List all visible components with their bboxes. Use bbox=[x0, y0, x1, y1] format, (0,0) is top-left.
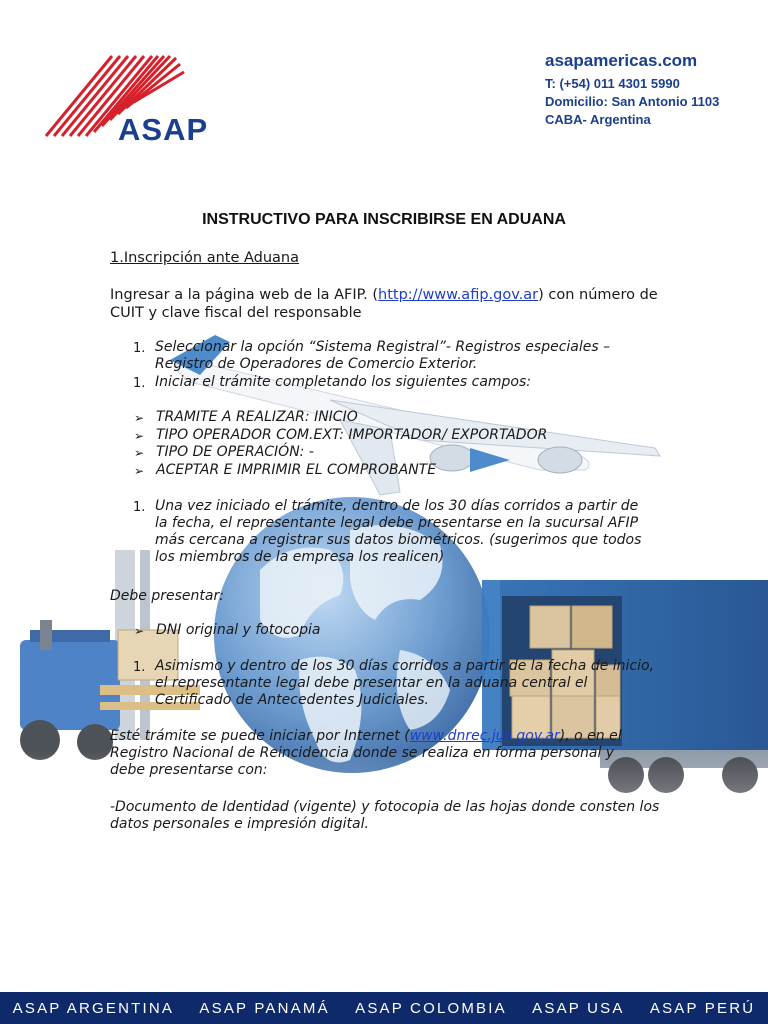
step-antecedentes: Asimismo y dentro de los 30 días corridos a partir de la fecha de inicio, el representante legal debe presentar en la aduana central el Certificado de Antecedentes Judiciales. bbox=[155, 658, 655, 708]
arrow-bullet-icon: ➢ bbox=[134, 429, 145, 443]
field-tramite: TRAMITE A REALIZAR: INICIO bbox=[156, 409, 358, 425]
step-select-option: Seleccionar la opción “Sistema Registral”- Registros especiales – Registro de Operadores de Comercio Exterior. bbox=[155, 339, 611, 372]
footer-item-usa: ASAP USA bbox=[532, 999, 625, 1017]
arrow-bullet-icon: ➢ bbox=[134, 464, 145, 478]
contact-info bbox=[545, 51, 719, 129]
asap-logo-wordmark: ASAP bbox=[118, 112, 209, 147]
footer-bar bbox=[0, 992, 768, 1024]
step-biometrics: Una vez iniciado el trámite, dentro de los 30 días corridos a partir de la fecha, el representante legal debe presentarse en la sucursal AFIP más cercana a registrar sus datos biométricos. (sugerimos que todos los miembros de la empresa los realicen) bbox=[155, 498, 642, 565]
step-number: 1. bbox=[133, 341, 146, 356]
dnrec-link[interactable]: www.dnrec.jus.gov.ar bbox=[409, 728, 560, 744]
company-address: Domicilio: San Antonio 1103 bbox=[545, 94, 720, 109]
tramite-text-before: Esté trámite se puede iniciar por Internet ( bbox=[110, 728, 410, 744]
field-aceptar: ACEPTAR E IMPRIMIR EL COMPROBANTE bbox=[156, 462, 437, 478]
field-tipo-operacion: TIPO DE OPERACIÓN: - bbox=[156, 444, 314, 460]
step-number: 1. bbox=[133, 660, 146, 675]
footer-item-colombia: ASAP COLOMBIA bbox=[355, 999, 507, 1017]
company-phone: T: (+54) 011 4301 5990 bbox=[545, 76, 680, 91]
footer-item-panama: ASAP PANAMÁ bbox=[199, 999, 330, 1017]
company-city: CABA- Argentina bbox=[545, 112, 651, 127]
footer-item-peru: ASAP PERÚ bbox=[649, 999, 756, 1017]
intro-text-before: Ingresar a la página web de la AFIP. ( bbox=[110, 287, 379, 303]
field-tipo-operador: TIPO OPERADOR COM.EXT: IMPORTADOR/ EXPORTADOR bbox=[156, 427, 548, 443]
document-title: INSTRUCTIVO PARA INSCRIBIRSE EN ADUANA bbox=[202, 211, 566, 228]
step-number: 1. bbox=[133, 376, 146, 391]
debe-presentar-label: Debe presentar: bbox=[110, 588, 224, 604]
tramite-text-after: ), o en el Registro Nacional de Reincidencia donde se realiza en forma personal y debe presentarse con: bbox=[110, 728, 622, 778]
tramite-paragraph bbox=[110, 728, 630, 779]
intro-paragraph bbox=[110, 286, 670, 322]
arrow-bullet-icon: ➢ bbox=[134, 411, 145, 425]
intro-text-after: ) con número de CUIT y clave fiscal del responsable bbox=[110, 287, 658, 321]
company-website[interactable]: asapamericas.com bbox=[545, 51, 698, 70]
dni-requirement: DNI original y fotocopia bbox=[156, 622, 321, 638]
step-start-procedure: Iniciar el trámite completando los siguientes campos: bbox=[155, 374, 531, 390]
step-number: 1. bbox=[133, 500, 146, 515]
afip-link[interactable]: http://www.afip.gov.ar bbox=[378, 287, 539, 303]
footer-item-argentina: ASAP ARGENTINA bbox=[12, 999, 175, 1017]
final-note: -Documento de Identidad (vigente) y fotocopia de las hojas donde consten los datos personales e impresión digital. bbox=[110, 799, 660, 832]
arrow-bullet-icon: ➢ bbox=[134, 624, 145, 638]
section-heading: 1.Inscripción ante Aduana bbox=[110, 250, 300, 266]
arrow-bullet-icon: ➢ bbox=[134, 446, 145, 460]
